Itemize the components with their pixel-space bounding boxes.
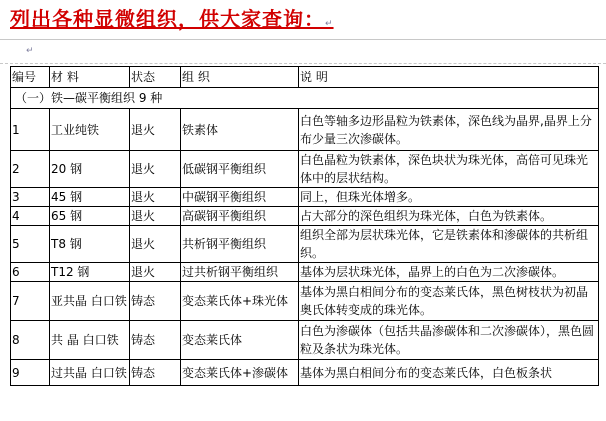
- cell-state-text: 铸态: [131, 333, 156, 347]
- cell-no: [11, 109, 50, 151]
- cell-description: [299, 360, 599, 386]
- page-title: [10, 3, 334, 33]
- header-no: 编号: [11, 67, 50, 88]
- divider: [0, 63, 606, 64]
- cell-no-text: 6: [12, 265, 20, 279]
- cell-description: [299, 226, 599, 263]
- cell-no: [11, 226, 50, 263]
- cell-description-text: 基体为黑白相间分布的变态莱氏体，白色板条状: [300, 365, 553, 380]
- cell-no: [11, 263, 50, 282]
- table-row: [11, 109, 599, 151]
- cell-material: [50, 282, 130, 321]
- header-description: 说 明: [299, 67, 599, 88]
- divider: [0, 39, 606, 40]
- table-row: [11, 263, 599, 282]
- cell-state-text: 退火: [131, 122, 156, 137]
- cell-description: [299, 282, 599, 321]
- cell-state: [130, 226, 181, 263]
- cell-description: [299, 109, 599, 151]
- cell-no: [11, 207, 50, 226]
- cell-state-text: 铸态: [131, 294, 156, 308]
- cell-material-text: 过共晶 白口铁: [51, 365, 127, 380]
- cell-no-text: 8: [12, 333, 20, 347]
- cell-material: [50, 109, 130, 151]
- cell-description-text: 白色等轴多边形晶粒为铁素体，深色线为晶界,晶界上分布少量三次渗碳体。: [300, 113, 592, 146]
- cell-no: [11, 188, 50, 207]
- cell-material-text: 工业纯铁: [51, 122, 100, 137]
- cell-state: [130, 263, 181, 282]
- cell-no-text: 5: [12, 237, 20, 251]
- table-row: [11, 207, 599, 226]
- cell-state: [130, 282, 181, 321]
- cell-no: [11, 151, 50, 188]
- section-row: [11, 88, 599, 109]
- table-row: [11, 282, 599, 321]
- cell-structure: [181, 263, 299, 282]
- cell-material: [50, 263, 130, 282]
- cell-material-text: 45 钢: [51, 190, 83, 204]
- cell-state: [130, 188, 181, 207]
- cell-description: [299, 321, 599, 360]
- cell-material: [50, 321, 130, 360]
- cell-structure-text: 过共析钢平衡组织: [182, 265, 279, 279]
- cell-state-text: 退火: [131, 265, 156, 279]
- cell-structure-text: 变态莱氏体: [182, 333, 243, 347]
- cell-no-text: 3: [12, 190, 20, 204]
- cell-description-text: 基体为黑白相间分布的变态莱氏体，黑色树枝状为初晶奥氏体转变成的珠光体。: [300, 285, 589, 317]
- cell-structure: [181, 109, 299, 151]
- cell-structure: [181, 151, 299, 188]
- cell-state: [130, 360, 181, 386]
- cell-material-text: 亚共晶 白口铁: [51, 294, 127, 308]
- cell-no-text: 7: [12, 294, 20, 308]
- cell-material-text: 20 钢: [51, 162, 83, 176]
- cell-structure: [181, 360, 299, 386]
- cell-no-text: 1: [12, 122, 20, 137]
- cell-material-text: T8 钢: [51, 237, 82, 251]
- cell-state-text: 退火: [131, 237, 156, 251]
- cell-material-text: 65 钢: [51, 209, 83, 223]
- cell-description-text: 白色晶粒为铁素体，深色块状为珠光体，高倍可见珠光体中的层状结构。: [300, 153, 589, 185]
- cell-description: [299, 188, 599, 207]
- cell-state-text: 铸态: [131, 365, 156, 380]
- cell-description-text: 基体为层状珠光体，晶界上的白色为二次渗碳体。: [300, 265, 565, 279]
- table-header-row: [11, 67, 599, 88]
- cell-material-text: 共 晶 白口铁: [51, 333, 119, 347]
- cell-material: [50, 226, 130, 263]
- cell-material-text: T12 钢: [51, 265, 90, 279]
- cell-description-text: 白色为渗碳体（包括共晶渗碳体和二次渗碳体），黑色圆粒及条状为珠光体。: [300, 324, 595, 356]
- cell-description-text: 组织全部为层状珠光体，它是铁素体和渗碳体的共析组织。: [300, 228, 589, 260]
- cell-material: [50, 151, 130, 188]
- cell-description: [299, 263, 599, 282]
- cell-state: [130, 109, 181, 151]
- table-row: [11, 321, 599, 360]
- paragraph-mark: ↵: [325, 19, 334, 29]
- cell-structure: [181, 226, 299, 263]
- cell-structure: [181, 321, 299, 360]
- header-material: 材 料: [50, 67, 130, 88]
- cell-structure: [181, 207, 299, 226]
- cell-state: [130, 207, 181, 226]
- section-title: （一）铁—碳平衡组织 9 种: [11, 88, 599, 109]
- cell-description-text: 占大部分的深色组织为珠光体，白色为铁素体。: [300, 209, 553, 223]
- table-row: [11, 151, 599, 188]
- cell-state-text: 退火: [131, 209, 156, 223]
- cell-structure-text: 铁素体: [182, 122, 219, 137]
- cell-no: [11, 360, 50, 386]
- title-text: 列出各种显微组织，供大家查询：: [10, 7, 325, 31]
- cell-state: [130, 321, 181, 360]
- cell-structure-text: 变态莱氏体+珠光体: [182, 294, 289, 308]
- cell-no: [11, 282, 50, 321]
- cell-no-text: 9: [12, 365, 20, 380]
- cell-no-text: 4: [12, 209, 20, 223]
- table-row: [11, 226, 599, 263]
- table-row: [11, 360, 599, 386]
- cell-structure-text: 中碳钢平衡组织: [182, 190, 267, 204]
- cell-structure: [181, 188, 299, 207]
- cell-structure-text: 共析钢平衡组织: [182, 237, 267, 251]
- cell-structure-text: 低碳钢平衡组织: [182, 162, 267, 176]
- cell-material: [50, 360, 130, 386]
- cell-no-text: 2: [12, 162, 20, 176]
- cell-description: [299, 207, 599, 226]
- table-row: [11, 188, 599, 207]
- microstructure-table: [10, 66, 599, 386]
- cell-state-text: 退火: [131, 162, 156, 176]
- cell-material: [50, 207, 130, 226]
- cell-material: [50, 188, 130, 207]
- cell-description: [299, 151, 599, 188]
- cell-no: [11, 321, 50, 360]
- cell-structure-text: 高碳钢平衡组织: [182, 209, 267, 223]
- cell-description-text: 同上，但珠光体增多。: [300, 190, 421, 204]
- header-state: 状态: [130, 67, 181, 88]
- paragraph-mark: ↵: [26, 46, 34, 56]
- cell-state-text: 退火: [131, 190, 156, 204]
- header-structure: 组 织: [181, 67, 299, 88]
- cell-structure: [181, 282, 299, 321]
- cell-state: [130, 151, 181, 188]
- cell-structure-text: 变态莱氏体+渗碳体: [182, 365, 289, 380]
